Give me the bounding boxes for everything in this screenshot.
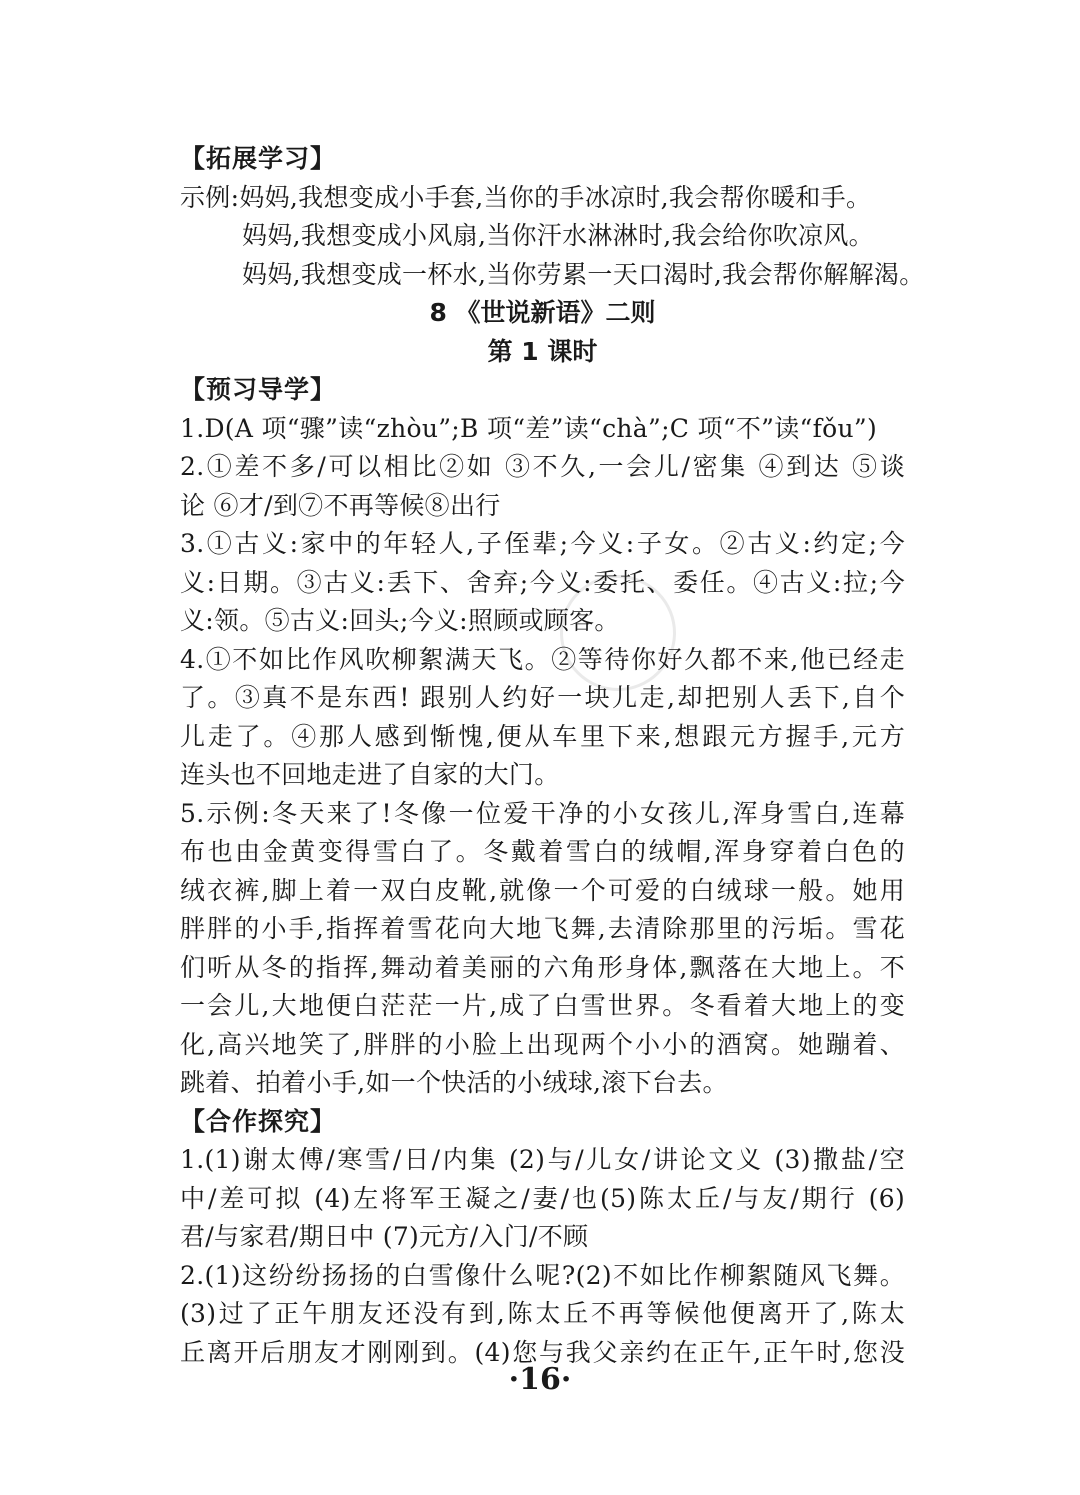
extension-line-1: 示例:妈妈,我想变成小手套,当你的手冰凉时,我会帮你暖和手。 [180,182,872,212]
preview-line: 4.①不如比作风吹柳絮满天飞。②等待你好久都不来,他已经走 [180,644,905,674]
coop-line: 君/与家君/期日中 (7)元方/入门/不顾 [180,1222,589,1251]
preview-line: 胖胖的小手,指挥着雪花向大地飞舞,去清除那里的污垢。雪花 [180,914,905,943]
preview-line: 跳着、拍着小手,如一个快活的小绒球,滚下台去。 [180,1068,728,1097]
page-number: ·16· [508,1362,572,1397]
coop-line: 2.(1)这纷纷扬扬的白雪像什么呢?(2)不如比作柳絮随风飞舞。 [180,1260,905,1290]
coop-line: 丘离开后朋友才刚刚到。(4)您与我父亲约在正午,正午时,您没 [180,1337,905,1367]
preview-line: 2.①差不多/可以相比②如 ③不久,一会儿/密集 ④到达 ⑤谈 [180,452,905,481]
preview-line: 义:日期。③古义:丢下、舍弃;今义:委托、委任。④古义:拉;今 [180,567,905,597]
preview-line: 儿走了。④那人感到惭愧,便从车里下来,想跟元方握手,元方 [180,721,905,751]
preview-line: 1.D(A 项“骤”读“zhòu”;B 项“差”读“chà”;C 项“不”读“fǒu”) [180,413,878,443]
lesson-title: 8 《世说新语》二则 [429,298,656,327]
preview-line: 5.示例:冬天来了!冬像一位爱干净的小女孩儿,浑身雪白,连幕 [180,798,905,828]
preview-line: 绒衣裤,脚上着一双白皮靴,就像一个可爱的白绒球一般。她用 [180,875,905,905]
extension-heading: 【拓展学习】 [180,144,337,173]
preview-line: 3.①古义:家中的年轻人,子侄辈;今义:子女。②古义:约定;今 [180,529,905,558]
preview-line: 论 ⑥才/到⑦不再等候⑧出行 [180,490,501,520]
extension-line-2: 妈妈,我想变成小风扇,当你汗水淋淋时,我会给你吹凉风。 [242,221,874,250]
preview-line: 义:领。⑤古义:回头;今义:照顾或顾客。 [180,606,620,635]
coop-line: (3)过了正午朋友还没有到,陈太丘不再等候他便离开了,陈太 [180,1299,905,1328]
coop-heading: 【合作探究】 [180,1106,337,1136]
coop-line: 中/差可拟 (4)左将军王凝之/妻/也(5)陈太丘/与友/期行 (6) [180,1183,905,1213]
lesson-subtitle: 第 1 课时 [487,336,598,366]
preview-line: 们听从冬的指挥,舞动着美丽的六角形身体,飘落在大地上。不 [180,952,905,982]
preview-line: 连头也不回地走进了自家的大门。 [180,760,560,789]
preview-line: 化,高兴地笑了,胖胖的小脸上出现两个小小的酒窝。她蹦着、 [180,1029,905,1059]
preview-line: 一会儿,大地便白茫茫一片,成了白雪世界。冬看着大地上的变 [180,991,905,1020]
answer-page [180,140,925,1372]
preview-line: 布也由金黄变得雪白了。冬戴着雪白的绒帽,浑身穿着白色的 [180,837,905,866]
extension-line-3: 妈妈,我想变成一杯水,当你劳累一天口渴时,我会帮你解解渴。 [242,259,925,289]
preview-line: 了。③真不是东西! 跟别人约好一块儿走,却把别人丢下,自个 [180,683,905,712]
preview-heading: 【预习导学】 [180,375,337,404]
coop-line: 1.(1)谢太傅/寒雪/日/内集 (2)与/儿女/讲论文义 (3)撒盐/空 [180,1145,905,1174]
